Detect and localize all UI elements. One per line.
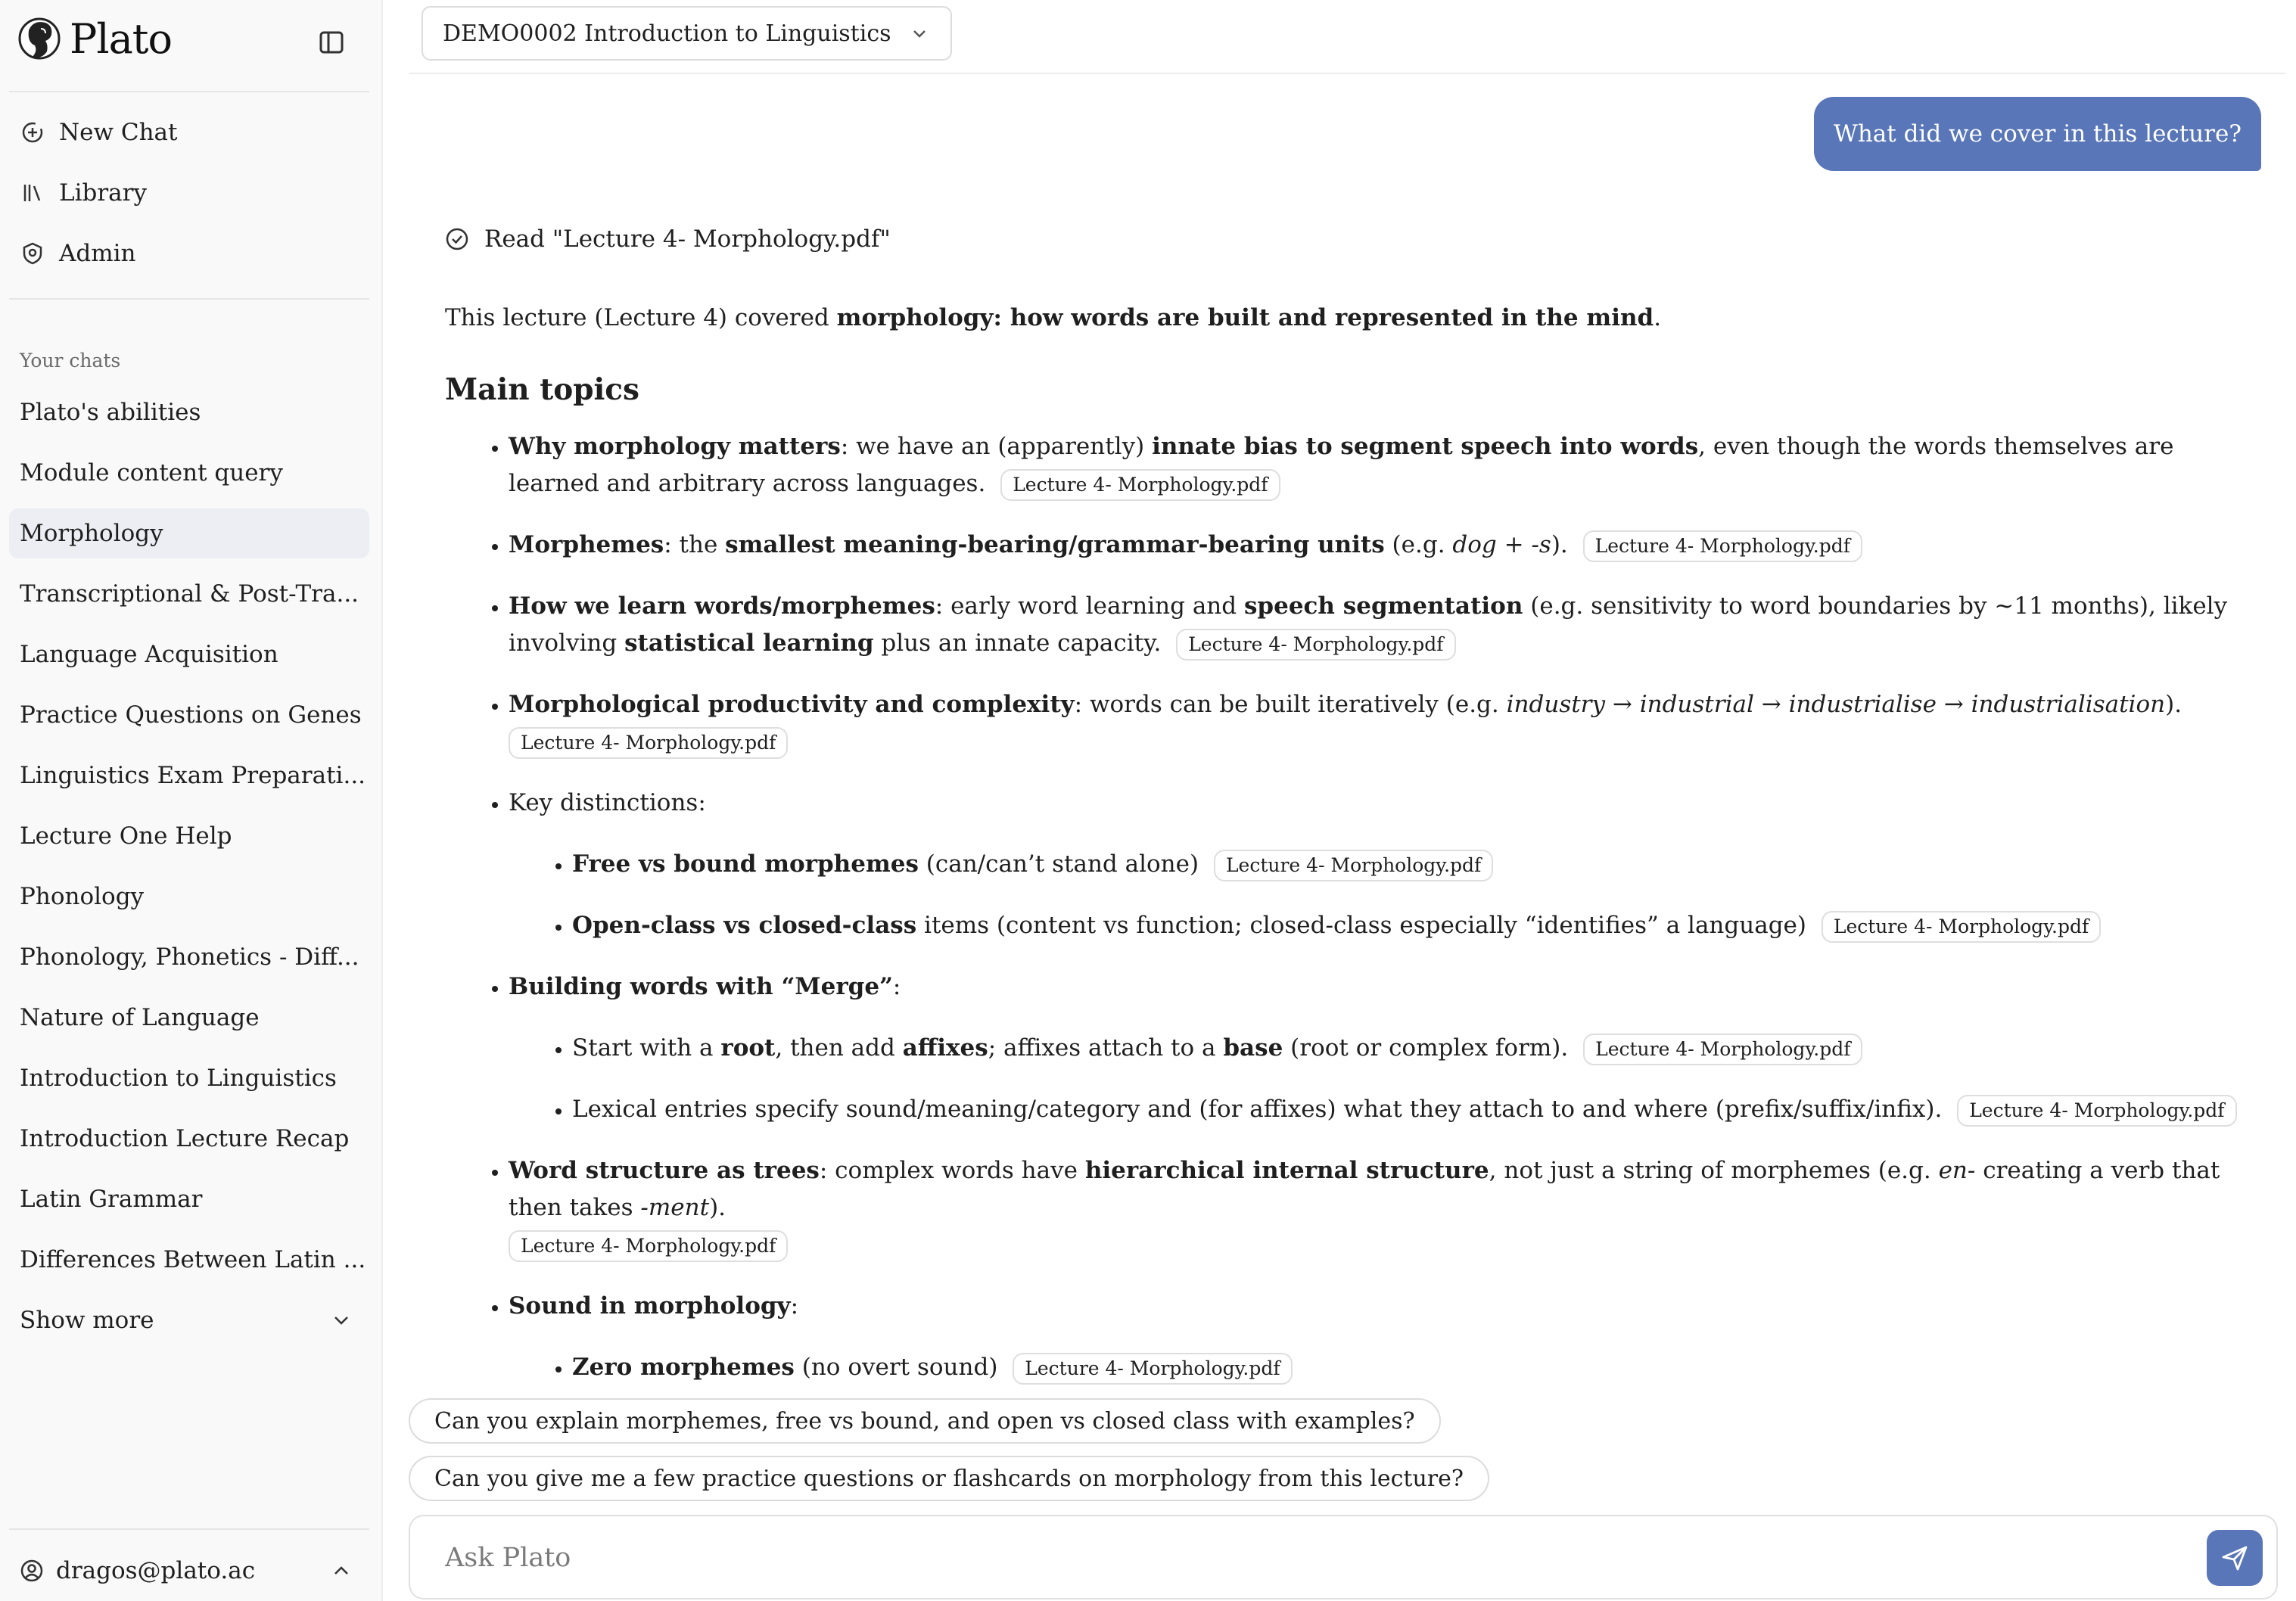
account-menu[interactable] (9, 1547, 369, 1595)
chat-title: Practice Questions on Genes (20, 701, 362, 729)
text-bold: Morphemes (509, 531, 664, 558)
citation-chip[interactable]: Lecture 4- Morphology.pdf (1957, 1095, 2236, 1127)
chat-item[interactable] (9, 1053, 369, 1103)
list-item (509, 1152, 2261, 1264)
text: Lexical entries specify sound/meaning/category and (for affixes) what they attach to and where (prefix/suffix/infix). (572, 1096, 1943, 1123)
text-bold: root (720, 1034, 776, 1062)
text: : the (664, 531, 726, 558)
chat-item[interactable] (9, 569, 369, 619)
text-italic: -ment (640, 1194, 710, 1221)
chat-item[interactable] (9, 690, 369, 740)
chat-title: Introduction to Linguistics (20, 1065, 337, 1092)
chat-item[interactable] (9, 448, 369, 498)
list-item (509, 1288, 2261, 1386)
text-bold: hierarchical internal structure (1084, 1157, 1489, 1184)
chat-title: Transcriptional & Post-Tra... (20, 580, 359, 608)
chat-item[interactable] (9, 872, 369, 922)
chevron-down-icon (331, 1310, 351, 1330)
citation-chip[interactable]: Lecture 4- Morphology.pdf (1583, 530, 1862, 562)
course-selector[interactable] (422, 6, 952, 61)
sidebar (0, 0, 383, 1601)
text: ; affixes attach to a (988, 1034, 1224, 1062)
citation-chip[interactable]: Lecture 4- Morphology.pdf (1000, 469, 1280, 501)
citation-chip[interactable]: Lecture 4- Morphology.pdf (509, 1230, 788, 1262)
text: Key distinctions: (509, 789, 706, 816)
citation-chip[interactable]: Lecture 4- Morphology.pdf (1822, 911, 2101, 943)
send-button[interactable] (2207, 1530, 2263, 1586)
chat-item[interactable] (9, 993, 369, 1043)
text-bold: smallest meaning-bearing/grammar-bearing units (725, 531, 1385, 558)
tool-status (445, 225, 891, 253)
chat-title: Plato's abilities (20, 399, 201, 426)
text: plus an innate capacity. (873, 630, 1162, 657)
text-bold: Sound in morphology (509, 1292, 791, 1320)
answer-heading: Main topics (445, 372, 640, 407)
text-bold: base (1223, 1034, 1283, 1062)
text-bold: Why morphology matters (509, 433, 841, 460)
list-item (572, 846, 2261, 883)
user-avatar-icon (20, 1559, 44, 1583)
chat-title: Linguistics Exam Preparati... (20, 762, 366, 789)
citation-chip[interactable]: Lecture 4- Morphology.pdf (509, 727, 788, 759)
list-item (509, 686, 2261, 760)
text: This lecture (Lecture 4) covered (445, 304, 837, 331)
chat-item[interactable] (9, 1235, 369, 1285)
course-selector-label: DEMO0002 Introduction to Linguistics (443, 20, 891, 47)
nav-label: Library (59, 179, 147, 207)
text: : early word learning and (935, 592, 1244, 620)
text: items (content vs function; closed-class especially “identifies” a language) (916, 912, 1806, 939)
list-item (509, 588, 2261, 662)
list-item (572, 1030, 2261, 1067)
sidebar-toggle-icon[interactable] (318, 29, 345, 56)
text-bold: Zero morphemes (572, 1354, 795, 1381)
list-item (509, 527, 2261, 564)
list-item (509, 785, 2261, 944)
text: ). (709, 1194, 726, 1221)
assistant-answer (445, 300, 2261, 1410)
list-item (572, 1349, 2261, 1386)
text-italic: en- (1938, 1157, 1976, 1184)
text: (e.g. (1384, 531, 1453, 558)
text: : we have an (apparently) (840, 433, 1153, 460)
show-more-label: Show more (20, 1307, 154, 1334)
text: Start with a (572, 1034, 721, 1062)
topbar (409, 0, 2285, 74)
list-item (572, 907, 2261, 944)
sub-list (509, 846, 2261, 944)
user-email: dragos@plato.ac (56, 1557, 256, 1584)
text-bold: speech segmentation (1243, 592, 1523, 620)
text-bold: Word structure as trees (509, 1157, 820, 1184)
conversation (409, 73, 2296, 1401)
text-bold: How we learn words/morphemes (509, 592, 935, 620)
text: : words can be built iteratively (e.g. (1074, 691, 1507, 718)
text: , then add (775, 1034, 903, 1062)
nav-new-chat[interactable] (9, 108, 369, 157)
divider (9, 91, 369, 92)
chat-item[interactable] (9, 1114, 369, 1164)
nav-admin[interactable] (9, 229, 369, 278)
nav-label: Admin (59, 240, 136, 267)
chat-title: Language Acquisition (20, 641, 278, 668)
sub-list (509, 1030, 2261, 1128)
text: ). (1551, 531, 1568, 558)
text: : (790, 1292, 799, 1320)
text-bold: innate bias to segment speech into words (1152, 433, 1699, 460)
text: , even though the words themselves are learned and arbitrary across languages. (509, 433, 2174, 497)
app-name: Plato (70, 14, 173, 63)
tool-status-text: Read "Lecture 4- Morphology.pdf" (484, 225, 891, 253)
library-icon (20, 180, 45, 206)
text-italic: industry → industrial → industrialise → industrialisation (1506, 691, 2166, 718)
citation-chip[interactable]: Lecture 4- Morphology.pdf (1214, 850, 1493, 881)
suggestion-chip[interactable]: Can you give me a few practice questions or flashcards on morphology from this lecture? (409, 1456, 1489, 1501)
user-message: What did we cover in this lecture? (1814, 97, 2261, 171)
text-bold: Morphological productivity and complexity (509, 691, 1075, 718)
topic-list (445, 428, 2261, 1386)
text-bold: statistical learning (624, 630, 874, 657)
chat-title: Morphology (20, 520, 163, 547)
list-item (509, 428, 2261, 502)
nav-label: New Chat (59, 119, 178, 146)
chat-title: Module content query (20, 459, 283, 487)
answer-intro (445, 300, 2261, 336)
text: creating a verb that then takes (509, 1157, 2220, 1221)
check-circle-icon (445, 227, 469, 251)
text-bold: morphology: how words are built and represented in the mind (836, 304, 1654, 331)
divider (9, 298, 369, 300)
composer (409, 1515, 2278, 1599)
text: (root or complex form). (1283, 1034, 1569, 1062)
text-bold: Free vs bound morphemes (572, 850, 919, 878)
show-more-button[interactable] (9, 1295, 369, 1345)
citation-chip[interactable]: Lecture 4- Morphology.pdf (1176, 629, 1455, 661)
ask-input[interactable] (443, 1533, 2187, 1583)
text: : complex words have (819, 1157, 1085, 1184)
text: (e.g. sensitivity to word boundaries by ~11 months), likely involving (509, 592, 2228, 657)
text: : (892, 973, 901, 1000)
chevron-down-icon (911, 25, 928, 42)
text-bold: Open-class vs closed-class (572, 912, 917, 939)
sub-list (509, 1349, 2261, 1386)
text-bold: affixes (902, 1034, 988, 1062)
text: , not just a string of morphemes (e.g. (1489, 1157, 1939, 1184)
send-icon (2220, 1543, 2250, 1573)
text: ). (2165, 691, 2182, 718)
chat-item[interactable] (9, 630, 369, 679)
citation-chip[interactable]: Lecture 4- Morphology.pdf (1583, 1034, 1862, 1065)
chat-item[interactable] (9, 751, 369, 800)
new-chat-icon (20, 120, 45, 145)
list-item (572, 1091, 2261, 1128)
chevron-up-icon (331, 1561, 351, 1581)
chat-item[interactable] (9, 811, 369, 861)
plato-logo-icon (18, 14, 61, 64)
nav-library[interactable] (9, 169, 369, 217)
text-bold: Building words with “Merge” (509, 973, 893, 1000)
text: . (1654, 304, 1662, 331)
admin-icon (20, 241, 45, 266)
chat-title: Introduction Lecture Recap (20, 1125, 350, 1152)
list-item (509, 968, 2261, 1128)
suggestion-chip[interactable]: Can you explain morphemes, free vs bound, and open vs closed class with examples? (409, 1398, 1441, 1444)
citation-chip[interactable]: Lecture 4- Morphology.pdf (1013, 1353, 1292, 1385)
chat-item[interactable] (9, 387, 369, 437)
chat-item[interactable] (9, 932, 369, 982)
text: (can/can’t stand alone) (918, 850, 1199, 878)
chat-title: Latin Grammar (20, 1186, 203, 1213)
text: (no overt sound) (794, 1354, 998, 1381)
chat-title: Lecture One Help (20, 822, 232, 850)
chat-item-active[interactable] (9, 508, 369, 558)
chat-title: Phonology (20, 883, 145, 910)
chats-section-label: Your chats (20, 350, 121, 371)
chat-title: Phonology, Phonetics - Diff... (20, 944, 359, 971)
chat-item[interactable] (9, 1174, 369, 1224)
divider (9, 1528, 369, 1530)
text-italic: dog + -s (1452, 531, 1551, 558)
brand[interactable] (18, 14, 172, 64)
chat-title: Differences Between Latin ... (20, 1246, 366, 1273)
chat-title: Nature of Language (20, 1004, 260, 1031)
